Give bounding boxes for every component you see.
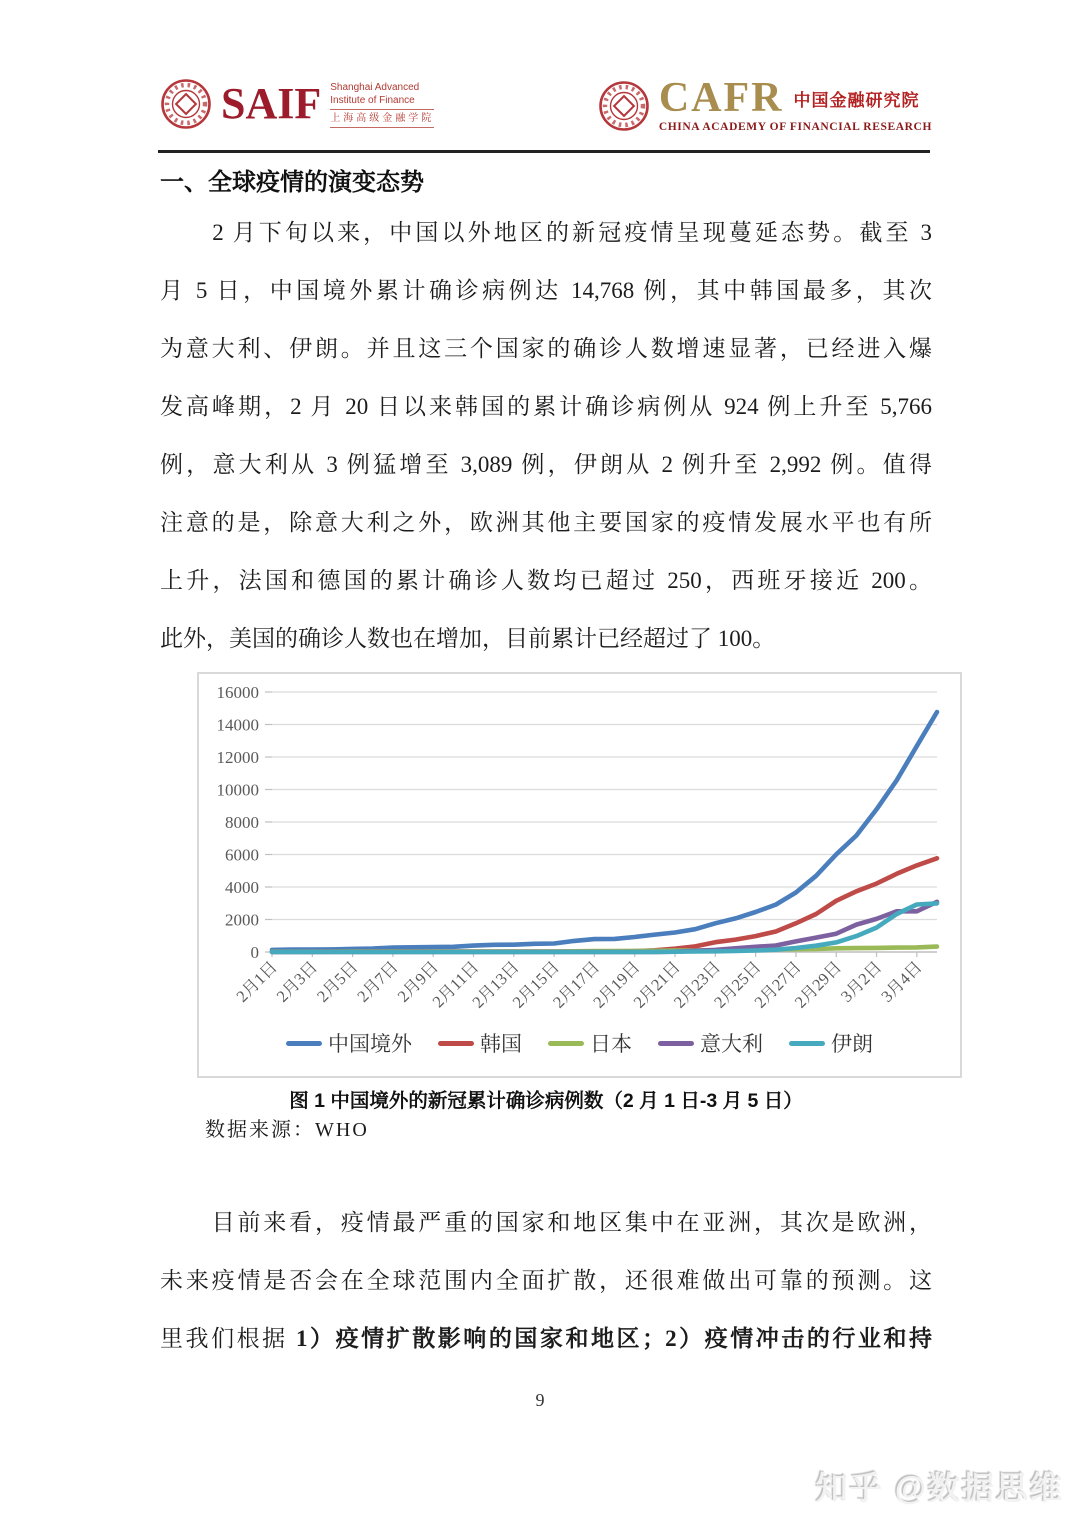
svg-text:2000: 2000 [225, 910, 259, 930]
svg-text:14000: 14000 [216, 715, 259, 735]
paragraph-line: 2 月下旬以来，中国以外地区的新冠疫情呈现蔓延态势。截至 3 [160, 220, 932, 245]
svg-text:3月4日: 3月4日 [877, 957, 926, 1006]
paragraph-line: 例，意大利从 3 例猛增至 3,089 例，伊朗从 2 例升至 2,992 例。值得 [160, 452, 932, 477]
svg-text:2月21日: 2月21日 [629, 957, 684, 1012]
legend-label: 日本 [590, 1032, 632, 1056]
legend-label: 韩国 [480, 1032, 522, 1056]
paragraph-bold-text: 1）疫情扩散影响的国家和地区；2）疫情冲击的行业和持 [296, 1326, 932, 1351]
legend-label: 中国境外 [328, 1032, 412, 1056]
section-title: 一、全球疫情的演变态势 [160, 169, 424, 196]
svg-text:2月7日: 2月7日 [353, 957, 402, 1006]
saif-seal-icon [160, 78, 212, 130]
paragraph-line: 上升，法国和德国的累计确诊人数均已超过 250，西班牙接近 200。 [160, 568, 932, 593]
svg-text:2月15日: 2月15日 [508, 957, 563, 1012]
saif-acronym: SAIF [221, 79, 322, 128]
paragraph-line: 未来疫情是否会在全球范围内全面扩散，还很难做出可靠的预测。这 [160, 1268, 932, 1293]
page-header [160, 75, 932, 142]
legend-item [438, 1028, 522, 1058]
legend-item [286, 1028, 412, 1058]
paragraph-line: 此外，美国的确诊人数也在增加，目前累计已经超过了 100。 [160, 626, 776, 651]
svg-text:4000: 4000 [225, 878, 259, 897]
svg-text:2月5日: 2月5日 [312, 957, 362, 1006]
svg-text:2月19日: 2月19日 [589, 957, 644, 1012]
legend-item [658, 1028, 763, 1058]
svg-text:2月11日: 2月11日 [428, 957, 483, 1012]
cafr-chinese-name: 中国金融研究院 [793, 90, 920, 110]
svg-text:2月25日: 2月25日 [710, 957, 765, 1012]
svg-text:12000: 12000 [216, 748, 259, 767]
saif-line3: 上海高级金融学院 [330, 112, 435, 124]
figure-source: 数据来源：WHO [205, 1119, 369, 1141]
legend-label: 伊朗 [831, 1032, 873, 1056]
svg-text:3月2日: 3月2日 [836, 957, 886, 1006]
paragraph-line [160, 1310, 932, 1368]
svg-text:2月3日: 2月3日 [272, 957, 322, 1006]
legend-swatch-icon [286, 1041, 322, 1046]
svg-text:2月29日: 2月29日 [790, 957, 846, 1012]
svg-text:0: 0 [250, 943, 259, 962]
svg-text:2月23日: 2月23日 [669, 957, 725, 1012]
header-divider [158, 150, 930, 153]
legend-item [789, 1028, 873, 1058]
paragraph-line: 月 5 日，中国境外累计确诊病例达 14,768 例，其中韩国最多，其次 [160, 278, 932, 303]
paragraph-line: 目前来看，疫情最严重的国家和地区集中在亚洲，其次是欧洲， [160, 1210, 932, 1235]
figure-chart [197, 672, 962, 1078]
paragraph-line: 为意大利、伊朗。并且这三个国家的确诊人数增速显著，已经进入爆 [160, 336, 932, 361]
watermark: 知乎 @数据思维 [815, 1470, 1064, 1506]
cafr-english-name: CHINA ACADEMY OF FINANCIAL RESEARCH [658, 121, 932, 133]
svg-text:10000: 10000 [216, 780, 259, 800]
series-line-伊朗 [272, 903, 937, 952]
svg-text:2月27日: 2月27日 [750, 957, 805, 1012]
svg-text:16000: 16000 [216, 683, 259, 702]
paragraph-line: 发高峰期，2 月 20 日以来韩国的累计确诊病例从 924 例上升至 5,766 [160, 394, 932, 419]
line-chart [199, 674, 960, 1024]
svg-text:2月17日: 2月17日 [548, 957, 604, 1012]
saif-line2: Institute of Finance [330, 94, 415, 106]
saif-rule [330, 127, 434, 128]
chart-legend [199, 1026, 960, 1060]
series-line-中国境外 [272, 712, 937, 950]
saif-logo [160, 78, 434, 130]
figure-caption: 图 1 中国境外的新冠累计确诊病例数（2 月 1 日-3 月 5 日） [289, 1090, 803, 1112]
svg-text:2月9日: 2月9日 [393, 957, 443, 1006]
legend-swatch-icon [789, 1041, 825, 1046]
paragraph-2 [160, 1194, 932, 1368]
saif-rule [330, 109, 434, 110]
paragraph-line: 注意的是，除意大利之外，欧洲其他主要国家的疫情发展水平也有所 [160, 510, 932, 535]
page-number: 9 [535, 1390, 545, 1410]
legend-swatch-icon [658, 1041, 694, 1046]
cafr-seal-icon [598, 80, 650, 132]
cafr-acronym: CAFR [658, 75, 784, 121]
svg-text:2月13日: 2月13日 [468, 957, 523, 1012]
svg-text:2月1日: 2月1日 [232, 957, 281, 1006]
paragraph-text: 里我们根据 [160, 1326, 296, 1351]
svg-text:8000: 8000 [225, 813, 259, 832]
legend-swatch-icon [548, 1041, 584, 1046]
saif-line1: Shanghai Advanced [330, 81, 420, 93]
saif-logo-text [330, 79, 434, 130]
svg-text:6000: 6000 [225, 845, 259, 865]
cafr-logo [598, 75, 932, 133]
legend-swatch-icon [438, 1041, 474, 1046]
paragraph-1 [160, 204, 932, 668]
legend-label: 意大利 [700, 1032, 763, 1056]
legend-item [548, 1028, 632, 1058]
